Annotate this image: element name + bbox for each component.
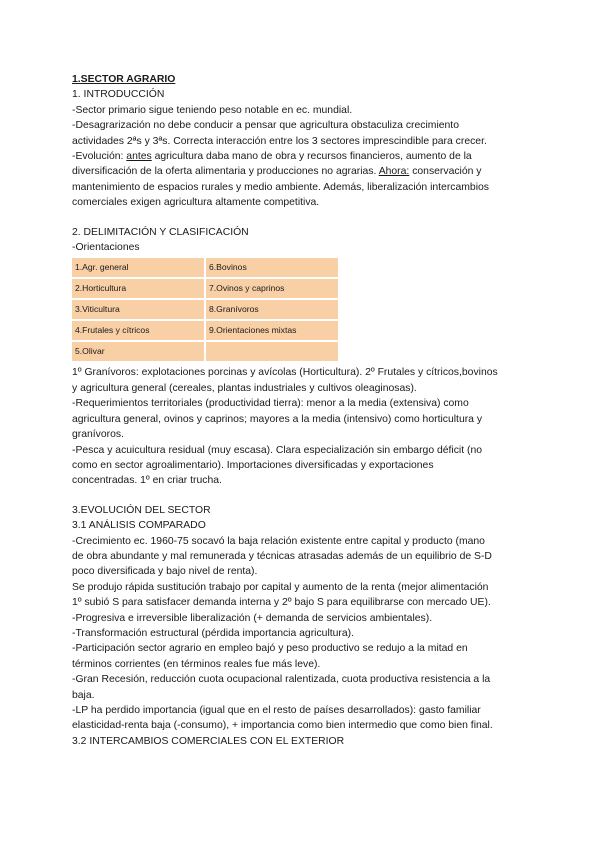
body-line: concentradas. 1º en criar trucha. — [72, 475, 222, 487]
intro-line: comerciales exigen agricultura altamente competitiva. — [72, 197, 320, 209]
body-line: como en sector agroalimentario). Importaciones diversificadas y exportaciones — [72, 459, 434, 471]
subheading-introduccion: 1. INTRODUCCIÓN — [72, 89, 165, 101]
intro-line: actividades 2ªs y 3ªs. Correcta interacción entre los 3 sectores imprescindible para crecer. — [72, 135, 487, 147]
orientaciones-label: -Orientaciones — [72, 242, 140, 254]
text-span: diversificación de la oferta alimentaria y producciones no agrarias. — [72, 166, 379, 178]
subheading-analisis: 3.1 ANÁLISIS COMPARADO — [72, 520, 206, 532]
table-row — [72, 321, 338, 340]
orientaciones-table — [70, 256, 340, 363]
document-page — [72, 72, 532, 749]
body-line: Se produjo rápida sustitución trabajo por capital y aumento de la renta (mejor alimentación — [72, 581, 489, 593]
table-cell: 9.Orientaciones mixtas — [206, 321, 338, 340]
body-line: -Pesca y acuicultura residual (muy escasa). Clara especialización sin embargo déficit (no — [72, 444, 483, 456]
table-cell: 1.Agr. general — [72, 258, 204, 277]
text-span: -Evolución: — [72, 151, 127, 163]
intro-line: -Desagrarización no debe conducir a pensar que agricultura obstaculiza crecimiento — [72, 120, 459, 132]
subheading-delimitacion: 2. DELIMITACIÓN Y CLASIFICACIÓN — [72, 226, 249, 238]
table-cell: 3.Viticultura — [72, 300, 204, 319]
table-row — [72, 279, 338, 298]
intro-line-evolucion — [72, 149, 532, 164]
subheading-intercambios: 3.2 INTERCAMBIOS COMERCIALES CON EL EXTERIOR — [72, 735, 345, 747]
text-span: agricultura daba mano de obra y recursos financieros, aumento de la — [151, 151, 472, 163]
section-title-evolucion: 3.EVOLUCIÓN DEL SECTOR — [72, 504, 211, 516]
table-row — [72, 342, 338, 361]
body-line: poco diversificada y bajo nivel de renta). — [72, 566, 258, 578]
body-line: términos corrientes (en términos reales fue más leve). — [72, 658, 321, 670]
intro-line — [72, 164, 532, 179]
spacer — [72, 489, 532, 503]
intro-line: mantenimiento de espacios rurales y medio ambiente. Además, liberalización intercambios — [72, 181, 489, 193]
body-line: -Crecimiento ec. 1960-75 socavó la baja relación existente entre capital y producto (mano — [72, 535, 485, 547]
intro-line: -Sector primario sigue teniendo peso notable en ec. mundial. — [72, 104, 353, 116]
table-row — [72, 258, 338, 277]
section-title-sector-agrario: 1.SECTOR AGRARIO — [72, 74, 176, 85]
body-line: y agricultura general (cereales, plantas industriales y cultivos oleaginosas). — [72, 382, 417, 394]
table-cell: 7.Ovinos y caprinos — [206, 279, 338, 298]
body-line: granívoros. — [72, 429, 124, 441]
body-line: -Participación sector agrario en empleo bajó y peso productivo se redujo a la mitad en — [72, 643, 468, 655]
body-line: 1º Granívoros: explotaciones porcinas y avícolas (Horticultura). 2º Frutales y cítricos,bovinos — [72, 367, 498, 379]
table-cell: 5.Olivar — [72, 342, 204, 361]
body-line: -Gran Recesión, reducción cuota ocupacional ralentizada, cuota productiva resistencia a la — [72, 674, 491, 686]
underlined-antes: antes — [126, 151, 152, 163]
underlined-ahora: Ahora: — [378, 166, 410, 178]
body-line: -LP ha perdido importancia (igual que en el resto de países desarrollados): gasto familiar — [72, 705, 481, 716]
body-line: -Transformación estructural (pérdida importancia agricultura). — [72, 627, 355, 639]
table-cell: 2.Horticultura — [72, 279, 204, 298]
table-cell: 8.Granívoros — [206, 300, 338, 319]
body-line: agricultura general, ovinos y caprinos; mayores a la media (intensivo) como horticultura y — [72, 413, 483, 425]
body-line: elasticidad-renta baja (-consumo), + importancia como bien intermedio que como bien final. — [72, 720, 493, 732]
body-line: -Requerimientos territoriales (productividad tierra): menor a la media (extensiva) como — [72, 398, 469, 410]
table-cell — [206, 342, 338, 361]
table-cell: 6.Bovinos — [206, 258, 338, 277]
table-row — [72, 300, 338, 319]
body-line: baja. — [72, 689, 95, 701]
body-line: 1º subió S para satisfacer demanda interna y 2º bajo S para equilibrarse con mercado UE). — [72, 597, 491, 609]
body-line: -Progresiva e irreversible liberalización (+ demanda de servicios ambientales). — [72, 612, 433, 624]
table-cell: 4.Frutales y cítricos — [72, 321, 204, 340]
text-span: conservación y — [409, 166, 482, 178]
body-line: de obra abundante y mal remunerada y técnicas atrasadas además de un equilibrio de S-D — [72, 550, 492, 562]
spacer — [72, 211, 532, 225]
